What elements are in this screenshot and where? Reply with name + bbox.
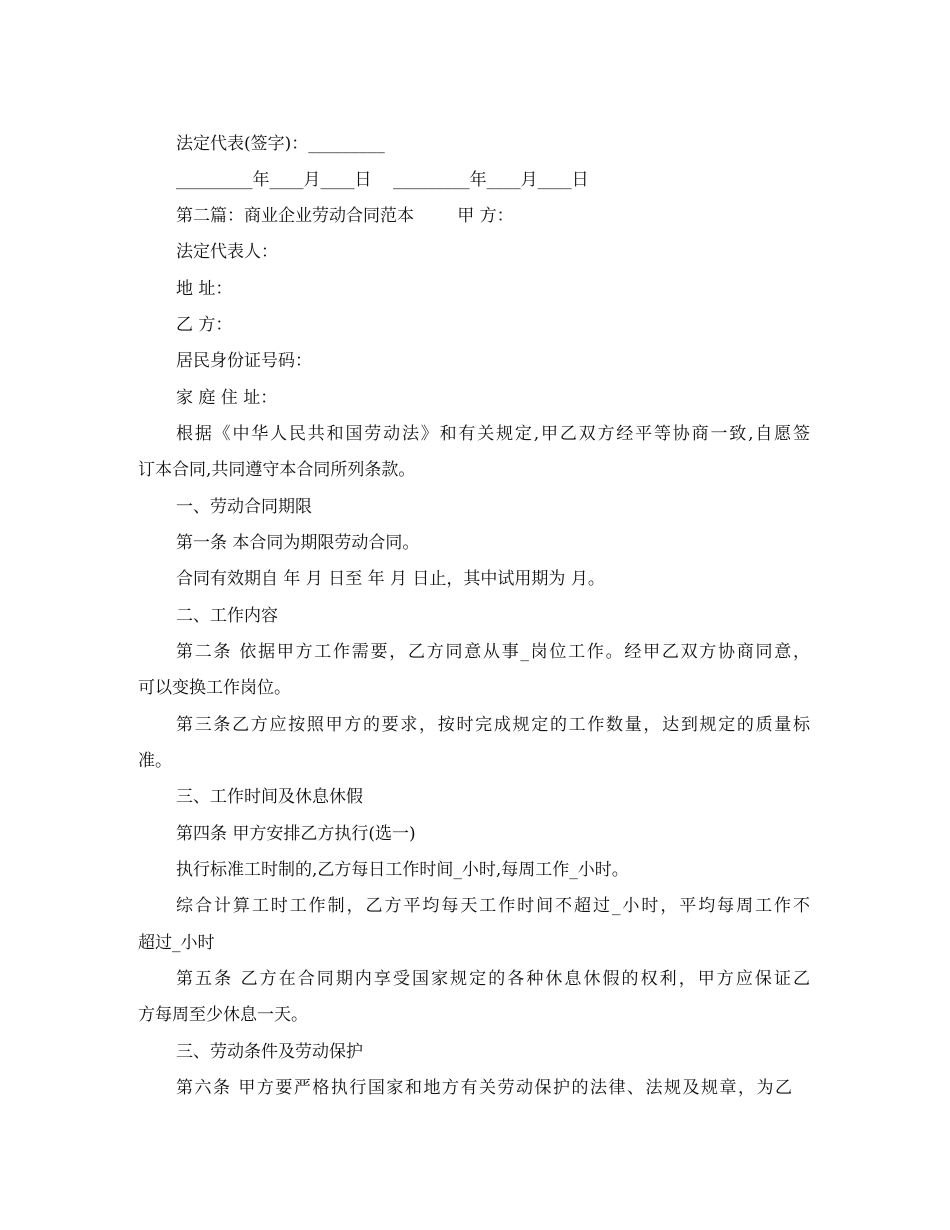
field-home-address: 家 庭 住 址： [176, 388, 278, 408]
field-legal-representative: 法定代表人： [176, 242, 278, 262]
paragraph-line: 执行标准工时制的,乙方每日工作时间_小时,每周工作_小时。 [176, 860, 629, 880]
paragraph-line: 第一条 本合同为期限劳动合同。 [176, 533, 420, 553]
paragraph-line: 第五条 乙方在合同期内享受国家规定的各种休息休假的权利，甲方应保证乙 [176, 969, 810, 989]
paragraph-line: 综合计算工时工作制，乙方平均每天工作时间不超过_小时，平均每周工作不 [176, 896, 810, 916]
heading: 二、工作内容 [176, 606, 278, 626]
paragraph-line: 方每周至少休息一天。 [138, 1005, 308, 1025]
paragraph-line: 超过_小时 [138, 933, 215, 953]
field-id-number: 居民身份证号码： [176, 351, 312, 371]
paragraph-line: 根据《中华人民共和国劳动法》和有关规定,甲乙双方经平等协商一致,自愿签 [176, 424, 810, 444]
heading: 三、劳动条件及劳动保护 [176, 1042, 363, 1062]
paragraph-line: 订本合同,共同遵守本合同所列条款。 [138, 460, 416, 480]
field-address: 地 址： [176, 279, 233, 299]
paragraph-line: 第二条 依据甲方工作需要，乙方同意从事_岗位工作。经甲乙双方协商同意， [176, 642, 810, 662]
heading: 三、工作时间及休息休假 [176, 787, 363, 807]
paragraph-line: 合同有效期自 年 月 日至 年 月 日止，其中试用期为 月。 [176, 569, 605, 589]
paragraph-line: 第四条 甲方安排乙方执行(选一) [176, 824, 416, 844]
paragraph-line: 准。 [138, 751, 172, 771]
paragraph-line: 第三条乙方应按照甲方的要求，按时完成规定的工作数量，达到规定的质量标 [176, 715, 810, 735]
section-title: 第二篇：商业企业劳动合同范本 甲 方： [176, 206, 514, 226]
signature-line: 法定代表(签字)：_________ [176, 134, 385, 154]
date-line: _________年____月____日 _________年____月____日 [176, 170, 589, 190]
paragraph-line: 可以变换工作岗位。 [138, 678, 291, 698]
field-party-b: 乙 方： [176, 315, 233, 335]
paragraph-line: 第六条 甲方要严格执行国家和地方有关劳动保护的法律、法规及规章，为乙 [176, 1078, 792, 1098]
heading: 一、劳动合同期限 [176, 497, 312, 517]
